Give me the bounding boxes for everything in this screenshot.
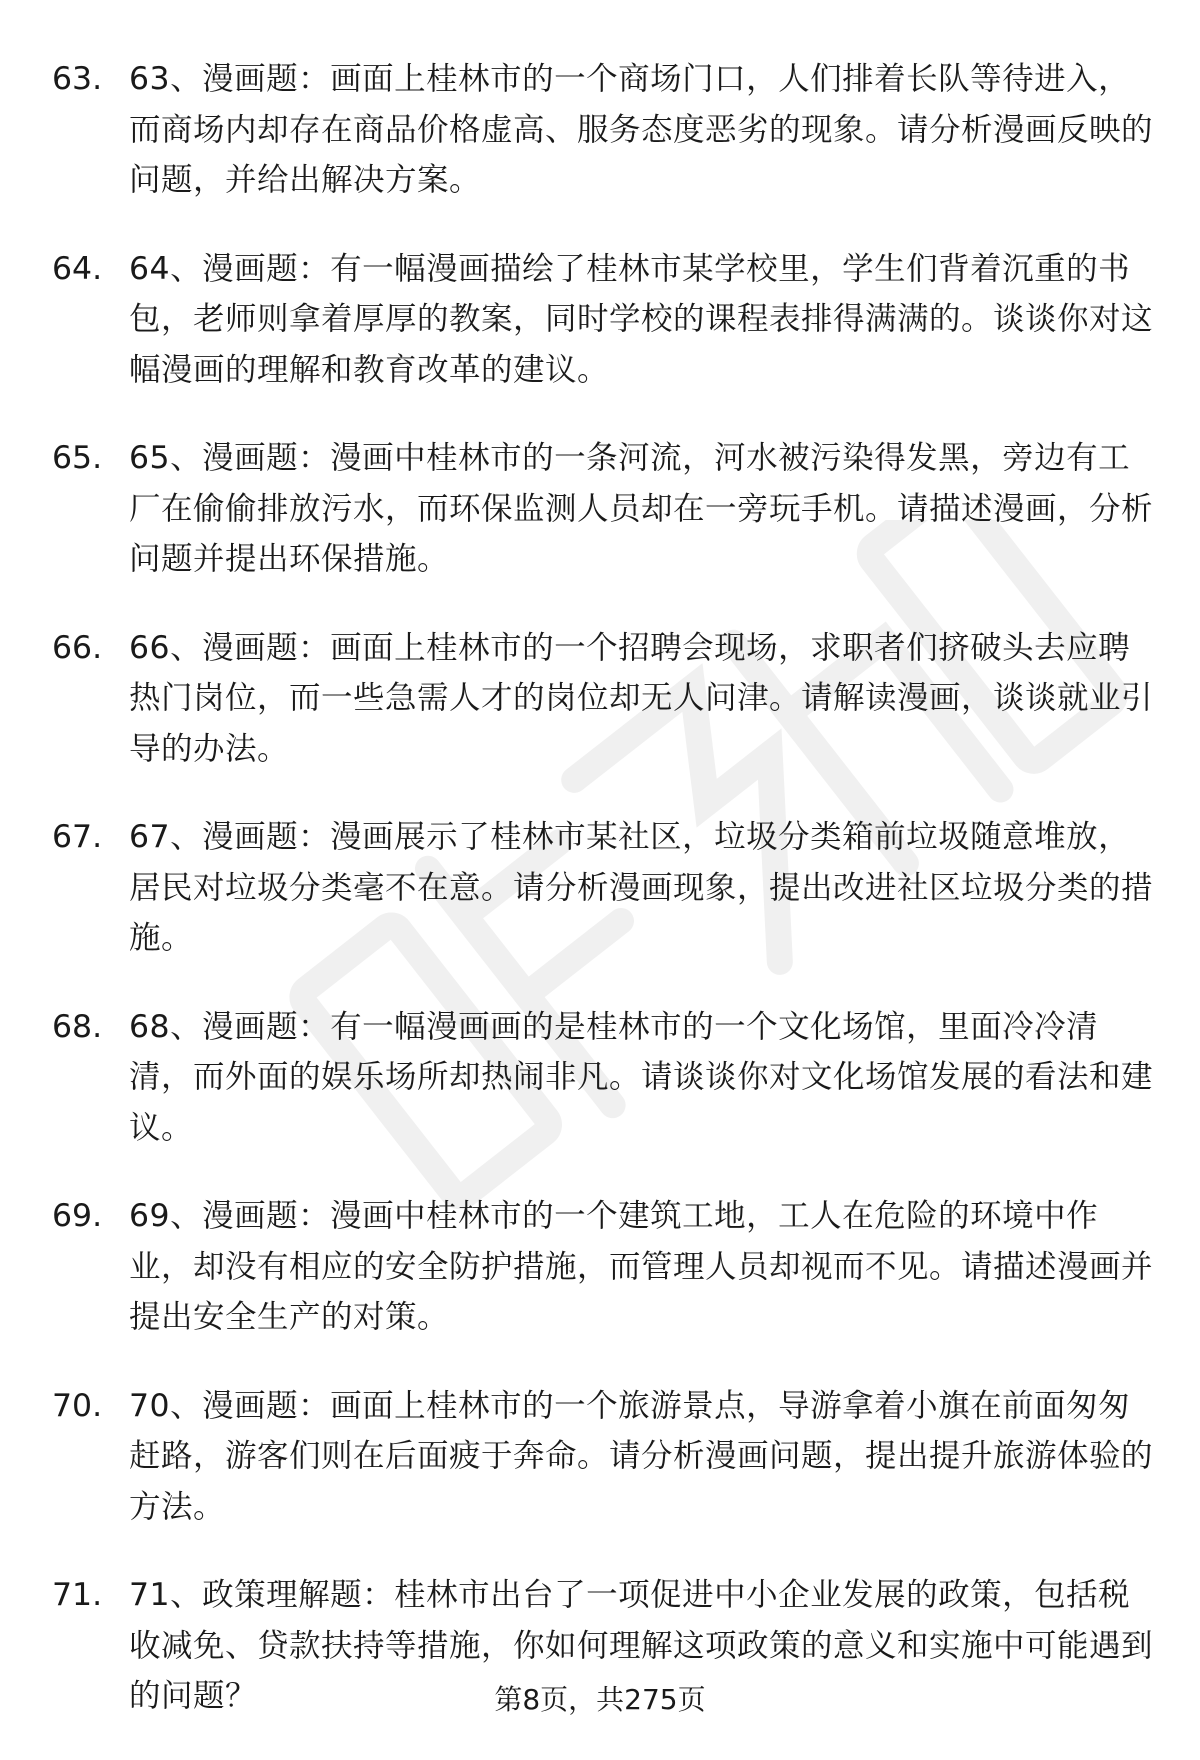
question-text: 69、漫画题：漫画中桂林市的一个建筑工地，工人在危险的环境中作业，却没有相应的安全防护措施，而管理人员却视而不见。请描述漫画并提出安全生产的对策。: [129, 1198, 1154, 1335]
question-list: [52, 54, 1162, 1760]
question-text: 70、漫画题：画面上桂林市的一个旅游景点，导游拿着小旗在前面匆匆赶路，游客们则在后面疲于奔命。请分析漫画问题，提出提升旅游体验的方法。: [129, 1387, 1154, 1525]
question-text: 68、漫画题：有一幅漫画画的是桂林市的一个文化场馆，里面冷冷清清，而外面的娱乐场所却热闹非凡。请谈谈你对文化场馆发展的看法和建议。: [129, 1008, 1154, 1146]
question-text: 67、漫画题：漫画展示了桂林市某社区，垃圾分类箱前垃圾随意堆放，居民对垃圾分类毫不在意。请分析漫画现象，提出改进社区垃圾分类的措施。: [129, 819, 1154, 956]
question-number: 71.: [52, 1577, 103, 1613]
question-text: 66、漫画题：画面上桂林市的一个招聘会现场，求职者们挤破头去应聘热门岗位，而一些急需人才的岗位却无人问津。请解读漫画，谈谈就业引导的办法。: [129, 629, 1154, 767]
question-number: 64.: [52, 250, 103, 287]
question-number: 63.: [52, 61, 103, 97]
question-text: 65、漫画题：漫画中桂林市的一条河流，河水被污染得发黑，旁边有工厂在偷偷排放污水，而环保监测人员却在一旁玩手机。请描述漫画，分析问题并提出环保措施。: [129, 440, 1154, 577]
question-number: 67.: [52, 819, 103, 855]
list-item: [52, 1002, 1162, 1154]
question-text: 71、政策理解题：桂林市出台了一项促进中小企业发展的政策，包括税收减免、贷款扶持等措施，你如何理解这项政策的意义和实施中可能遇到的问题？: [129, 1577, 1154, 1714]
list-item: [52, 1381, 1162, 1533]
list-item: [52, 1191, 1162, 1343]
list-item: [52, 54, 1162, 206]
question-number: 69.: [52, 1198, 103, 1234]
list-item: [52, 812, 1162, 964]
question-number: 68.: [52, 1008, 103, 1045]
list-item: [52, 244, 1162, 396]
question-text: 63、漫画题：画面上桂林市的一个商场门口，人们排着长队等待进入，而商场内却存在商品价格虚高、服务态度恶劣的现象。请分析漫画反映的问题，并给出解决方案。: [129, 61, 1154, 198]
question-text: 64、漫画题：有一幅漫画描绘了桂林市某学校里，学生们背着沉重的书包，老师则拿着厚厚的教案，同时学校的课程表排得满满的。谈谈你对这幅漫画的理解和教育改革的建议。: [129, 250, 1154, 388]
question-number: 66.: [52, 629, 103, 666]
question-number: 70.: [52, 1387, 103, 1424]
page-footer: 第8页，共275页: [494, 1683, 706, 1716]
question-number: 65.: [52, 440, 103, 476]
list-item: [52, 433, 1162, 585]
list-item: [52, 623, 1162, 775]
